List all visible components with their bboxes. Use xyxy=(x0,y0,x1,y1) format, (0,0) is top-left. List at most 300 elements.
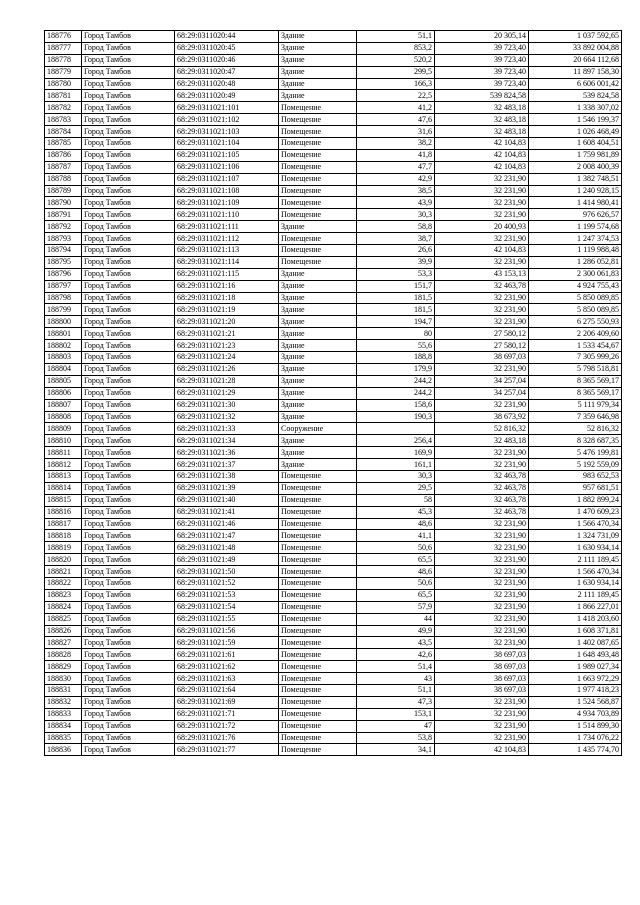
cadastral-number-cell: 68:29:0311021:50 xyxy=(175,566,279,578)
table-row xyxy=(45,173,622,185)
cadastral-value-cell: 5 476 199,81 xyxy=(529,447,622,459)
object-type-cell: Помещение xyxy=(279,625,357,637)
unit-price-cell: 38 697,03 xyxy=(435,673,529,685)
unit-price-cell: 42 104,83 xyxy=(435,149,529,161)
cadastral-value-cell: 5 111 979,34 xyxy=(529,399,622,411)
unit-price-cell: 32 231,90 xyxy=(435,292,529,304)
area-cell: 47,7 xyxy=(357,161,435,173)
unit-price-cell: 32 483,18 xyxy=(435,126,529,138)
cadastral-number-cell: 68:29:0311021:28 xyxy=(175,375,279,387)
record-id-cell: 188787 xyxy=(45,161,82,173)
unit-price-cell: 20 305,14 xyxy=(435,31,529,43)
unit-price-cell: 32 231,90 xyxy=(435,399,529,411)
record-id-cell: 188819 xyxy=(45,542,82,554)
area-cell: 256,4 xyxy=(357,435,435,447)
cadastral-number-cell: 68:29:0311020:47 xyxy=(175,66,279,78)
object-type-cell: Здание xyxy=(279,340,357,352)
area-cell: 47 xyxy=(357,720,435,732)
city-cell: Город Тамбов xyxy=(82,494,175,506)
city-cell: Город Тамбов xyxy=(82,708,175,720)
area-cell: 30,3 xyxy=(357,209,435,221)
cadastral-value-cell: 7 305 999,26 xyxy=(529,352,622,364)
cadastral-number-cell: 68:29:0311021:109 xyxy=(175,197,279,209)
city-cell: Город Тамбов xyxy=(82,577,175,589)
area-cell: 166,3 xyxy=(357,78,435,90)
cadastral-number-cell: 68:29:0311021:59 xyxy=(175,637,279,649)
unit-price-cell: 52 816,32 xyxy=(435,423,529,435)
record-id-cell: 188784 xyxy=(45,126,82,138)
table-row xyxy=(45,399,622,411)
cadastral-number-cell: 68:29:0311021:103 xyxy=(175,126,279,138)
cadastral-number-cell: 68:29:0311021:69 xyxy=(175,696,279,708)
record-id-cell: 188780 xyxy=(45,78,82,90)
city-cell: Город Тамбов xyxy=(82,732,175,744)
cadastral-value-cell: 5 798 518,81 xyxy=(529,363,622,375)
city-cell: Город Тамбов xyxy=(82,185,175,197)
cadastral-value-cell: 5 850 089,85 xyxy=(529,304,622,316)
unit-price-cell: 38 697,03 xyxy=(435,649,529,661)
table-row xyxy=(45,696,622,708)
table-row xyxy=(45,708,622,720)
cadastral-number-cell: 68:29:0311021:20 xyxy=(175,316,279,328)
cadastral-value-cell: 2 111 189,45 xyxy=(529,554,622,566)
object-type-cell: Помещение xyxy=(279,149,357,161)
unit-price-cell: 20 400,93 xyxy=(435,221,529,233)
cadastral-value-cell: 1 882 899,24 xyxy=(529,494,622,506)
cadastral-value-cell: 1 026 468,49 xyxy=(529,126,622,138)
record-id-cell: 188826 xyxy=(45,625,82,637)
cadastral-number-cell: 68:29:0311021:16 xyxy=(175,280,279,292)
cadastral-number-cell: 68:29:0311021:52 xyxy=(175,577,279,589)
table-row xyxy=(45,185,622,197)
area-cell: 190,3 xyxy=(357,411,435,423)
city-cell: Город Тамбов xyxy=(82,459,175,471)
cadastral-value-cell: 1 402 087,65 xyxy=(529,637,622,649)
city-cell: Город Тамбов xyxy=(82,42,175,54)
area-cell: 53,3 xyxy=(357,268,435,280)
record-id-cell: 188835 xyxy=(45,732,82,744)
cadastral-value-cell: 8 328 687,35 xyxy=(529,435,622,447)
area-cell: 31,6 xyxy=(357,126,435,138)
cadastral-number-cell: 68:29:0311021:72 xyxy=(175,720,279,732)
area-cell: 188,8 xyxy=(357,352,435,364)
table-row xyxy=(45,363,622,375)
record-id-cell: 188834 xyxy=(45,720,82,732)
city-cell: Город Тамбов xyxy=(82,637,175,649)
cadastral-number-cell: 68:29:0311021:63 xyxy=(175,673,279,685)
cadastral-number-cell: 68:29:0311021:53 xyxy=(175,589,279,601)
cadastral-value-cell: 1 630 934,14 xyxy=(529,577,622,589)
cadastral-number-cell: 68:29:0311020:46 xyxy=(175,54,279,66)
unit-price-cell: 34 257,04 xyxy=(435,387,529,399)
area-cell: 47,3 xyxy=(357,696,435,708)
record-id-cell: 188803 xyxy=(45,352,82,364)
area-cell: 49,9 xyxy=(357,625,435,637)
area-cell: 853,2 xyxy=(357,42,435,54)
object-type-cell: Помещение xyxy=(279,256,357,268)
record-id-cell: 188783 xyxy=(45,114,82,126)
cadastral-value-cell: 1 648 493,48 xyxy=(529,649,622,661)
cadastral-number-cell: 68:29:0311021:32 xyxy=(175,411,279,423)
object-type-cell: Помещение xyxy=(279,138,357,150)
cadastral-value-cell: 1 240 928,15 xyxy=(529,185,622,197)
unit-price-cell: 32 231,90 xyxy=(435,197,529,209)
object-type-cell: Здание xyxy=(279,221,357,233)
cadastral-value-cell: 11 897 158,30 xyxy=(529,66,622,78)
cadastral-value-cell: 1 524 568,87 xyxy=(529,696,622,708)
record-id-cell: 188805 xyxy=(45,375,82,387)
object-type-cell: Помещение xyxy=(279,577,357,589)
object-type-cell: Помещение xyxy=(279,649,357,661)
city-cell: Город Тамбов xyxy=(82,506,175,518)
cadastral-value-cell: 976 626,57 xyxy=(529,209,622,221)
area-cell: 51,1 xyxy=(357,31,435,43)
city-cell: Город Тамбов xyxy=(82,245,175,257)
unit-price-cell: 42 104,83 xyxy=(435,245,529,257)
area-cell: 181,5 xyxy=(357,304,435,316)
area-cell: 58 xyxy=(357,494,435,506)
city-cell: Город Тамбов xyxy=(82,149,175,161)
cadastral-number-cell: 68:29:0311021:62 xyxy=(175,661,279,673)
record-id-cell: 188788 xyxy=(45,173,82,185)
table-row xyxy=(45,316,622,328)
record-id-cell: 188825 xyxy=(45,613,82,625)
unit-price-cell: 39 723,40 xyxy=(435,78,529,90)
cadastral-value-cell: 1 566 470,34 xyxy=(529,566,622,578)
city-cell: Город Тамбов xyxy=(82,90,175,102)
table-row xyxy=(45,554,622,566)
unit-price-cell: 39 723,40 xyxy=(435,66,529,78)
cadastral-number-cell: 68:29:0311021:101 xyxy=(175,102,279,114)
cadastral-value-cell: 1 759 981,89 xyxy=(529,149,622,161)
record-id-cell: 188818 xyxy=(45,530,82,542)
object-type-cell: Помещение xyxy=(279,161,357,173)
table-row xyxy=(45,411,622,423)
area-cell: 38,7 xyxy=(357,233,435,245)
object-type-cell: Помещение xyxy=(279,114,357,126)
cadastral-value-cell: 2 206 409,60 xyxy=(529,328,622,340)
table-row xyxy=(45,197,622,209)
table-row xyxy=(45,613,622,625)
table-row xyxy=(45,280,622,292)
object-type-cell: Помещение xyxy=(279,708,357,720)
cadastral-value-cell: 1 470 609,23 xyxy=(529,506,622,518)
area-cell: 48,6 xyxy=(357,566,435,578)
area-cell: 38,2 xyxy=(357,138,435,150)
cadastral-value-cell: 6 275 550,93 xyxy=(529,316,622,328)
cadastral-value-cell: 1 286 052,81 xyxy=(529,256,622,268)
record-id-cell: 188831 xyxy=(45,684,82,696)
table-row xyxy=(45,292,622,304)
city-cell: Город Тамбов xyxy=(82,78,175,90)
record-id-cell: 188800 xyxy=(45,316,82,328)
table-row xyxy=(45,470,622,482)
city-cell: Город Тамбов xyxy=(82,66,175,78)
table-row xyxy=(45,661,622,673)
record-id-cell: 188797 xyxy=(45,280,82,292)
record-id-cell: 188778 xyxy=(45,54,82,66)
table-row xyxy=(45,494,622,506)
cadastral-value-table xyxy=(44,30,622,756)
unit-price-cell: 32 483,18 xyxy=(435,114,529,126)
area-cell: 179,9 xyxy=(357,363,435,375)
city-cell: Город Тамбов xyxy=(82,387,175,399)
area-cell: 55,6 xyxy=(357,340,435,352)
object-type-cell: Здание xyxy=(279,31,357,43)
unit-price-cell: 32 483,18 xyxy=(435,435,529,447)
cadastral-value-cell: 1 566 470,34 xyxy=(529,518,622,530)
cadastral-value-cell: 1 546 199,37 xyxy=(529,114,622,126)
record-id-cell: 188820 xyxy=(45,554,82,566)
unit-price-cell: 32 231,90 xyxy=(435,542,529,554)
table-row xyxy=(45,518,622,530)
cadastral-value-cell: 2 300 061,83 xyxy=(529,268,622,280)
record-id-cell: 188796 xyxy=(45,268,82,280)
table-row xyxy=(45,720,622,732)
unit-price-cell: 32 463,78 xyxy=(435,506,529,518)
area-cell: 50,6 xyxy=(357,577,435,589)
record-id-cell: 188817 xyxy=(45,518,82,530)
city-cell: Город Тамбов xyxy=(82,173,175,185)
city-cell: Город Тамбов xyxy=(82,613,175,625)
area-cell: 41,1 xyxy=(357,530,435,542)
table-row xyxy=(45,233,622,245)
cadastral-value-cell: 2 111 189,45 xyxy=(529,589,622,601)
object-type-cell: Здание xyxy=(279,375,357,387)
city-cell: Город Тамбов xyxy=(82,649,175,661)
unit-price-cell: 539 824,58 xyxy=(435,90,529,102)
table-body xyxy=(45,31,622,756)
cadastral-number-cell: 68:29:0311021:29 xyxy=(175,387,279,399)
object-type-cell: Помещение xyxy=(279,554,357,566)
unit-price-cell: 32 463,78 xyxy=(435,470,529,482)
cadastral-number-cell: 68:29:0311021:114 xyxy=(175,256,279,268)
object-type-cell: Помещение xyxy=(279,245,357,257)
city-cell: Город Тамбов xyxy=(82,126,175,138)
area-cell: 181,5 xyxy=(357,292,435,304)
record-id-cell: 188812 xyxy=(45,459,82,471)
record-id-cell: 188821 xyxy=(45,566,82,578)
table-row xyxy=(45,387,622,399)
object-type-cell: Здание xyxy=(279,352,357,364)
cadastral-number-cell: 68:29:0311021:26 xyxy=(175,363,279,375)
city-cell: Город Тамбов xyxy=(82,554,175,566)
city-cell: Город Тамбов xyxy=(82,114,175,126)
area-cell: 151,7 xyxy=(357,280,435,292)
unit-price-cell: 27 580,12 xyxy=(435,328,529,340)
unit-price-cell: 32 231,90 xyxy=(435,708,529,720)
table-row xyxy=(45,304,622,316)
cadastral-number-cell: 68:29:0311021:47 xyxy=(175,530,279,542)
table-row xyxy=(45,352,622,364)
city-cell: Город Тамбов xyxy=(82,720,175,732)
unit-price-cell: 32 231,90 xyxy=(435,554,529,566)
object-type-cell: Помещение xyxy=(279,470,357,482)
area-cell: 169,9 xyxy=(357,447,435,459)
object-type-cell: Сооружение xyxy=(279,423,357,435)
table-row xyxy=(45,245,622,257)
table-row xyxy=(45,375,622,387)
city-cell: Город Тамбов xyxy=(82,102,175,114)
record-id-cell: 188792 xyxy=(45,221,82,233)
city-cell: Город Тамбов xyxy=(82,447,175,459)
record-id-cell: 188810 xyxy=(45,435,82,447)
cadastral-value-cell: 1 734 076,22 xyxy=(529,732,622,744)
unit-price-cell: 32 463,78 xyxy=(435,494,529,506)
area-cell: 161,1 xyxy=(357,459,435,471)
cadastral-number-cell: 68:29:0311021:34 xyxy=(175,435,279,447)
cadastral-value-cell: 1 608 371,81 xyxy=(529,625,622,637)
area-cell: 51,1 xyxy=(357,684,435,696)
record-id-cell: 188832 xyxy=(45,696,82,708)
object-type-cell: Помещение xyxy=(279,732,357,744)
city-cell: Город Тамбов xyxy=(82,625,175,637)
area-cell: 244,2 xyxy=(357,387,435,399)
area-cell: 44 xyxy=(357,613,435,625)
cadastral-value-cell: 1 119 988,48 xyxy=(529,245,622,257)
cadastral-number-cell: 68:29:0311021:110 xyxy=(175,209,279,221)
record-id-cell: 188823 xyxy=(45,589,82,601)
unit-price-cell: 32 231,90 xyxy=(435,459,529,471)
object-type-cell: Помещение xyxy=(279,720,357,732)
record-id-cell: 188782 xyxy=(45,102,82,114)
cadastral-value-cell: 1 199 574,68 xyxy=(529,221,622,233)
object-type-cell: Помещение xyxy=(279,673,357,685)
table-row xyxy=(45,673,622,685)
unit-price-cell: 32 231,90 xyxy=(435,720,529,732)
record-id-cell: 188777 xyxy=(45,42,82,54)
unit-price-cell: 32 231,90 xyxy=(435,304,529,316)
unit-price-cell: 32 231,90 xyxy=(435,530,529,542)
record-id-cell: 188828 xyxy=(45,649,82,661)
object-type-cell: Здание xyxy=(279,399,357,411)
cadastral-number-cell: 68:29:0311021:112 xyxy=(175,233,279,245)
cadastral-number-cell: 68:29:0311021:102 xyxy=(175,114,279,126)
record-id-cell: 188836 xyxy=(45,744,82,756)
area-cell: 158,6 xyxy=(357,399,435,411)
unit-price-cell: 32 231,90 xyxy=(435,566,529,578)
cadastral-number-cell: 68:29:0311020:48 xyxy=(175,78,279,90)
city-cell: Город Тамбов xyxy=(82,661,175,673)
cadastral-value-cell: 6 606 001,42 xyxy=(529,78,622,90)
record-id-cell: 188824 xyxy=(45,601,82,613)
table-row xyxy=(45,423,622,435)
record-id-cell: 188794 xyxy=(45,245,82,257)
table-row xyxy=(45,601,622,613)
area-cell: 194,7 xyxy=(357,316,435,328)
object-type-cell: Здание xyxy=(279,42,357,54)
table-row xyxy=(45,566,622,578)
table-row xyxy=(45,126,622,138)
cadastral-number-cell: 68:29:0311021:40 xyxy=(175,494,279,506)
table-row xyxy=(45,340,622,352)
unit-price-cell: 32 231,90 xyxy=(435,363,529,375)
area-cell: 48,6 xyxy=(357,518,435,530)
city-cell: Город Тамбов xyxy=(82,268,175,280)
object-type-cell: Помещение xyxy=(279,696,357,708)
cadastral-value-cell: 1 977 418,23 xyxy=(529,684,622,696)
table-row xyxy=(45,256,622,268)
record-id-cell: 188816 xyxy=(45,506,82,518)
unit-price-cell: 43 153,13 xyxy=(435,268,529,280)
city-cell: Город Тамбов xyxy=(82,696,175,708)
unit-price-cell: 42 104,83 xyxy=(435,744,529,756)
cadastral-value-cell: 1 866 227,01 xyxy=(529,601,622,613)
record-id-cell: 188789 xyxy=(45,185,82,197)
city-cell: Город Тамбов xyxy=(82,684,175,696)
cadastral-value-cell: 8 365 569,17 xyxy=(529,387,622,399)
object-type-cell: Помещение xyxy=(279,613,357,625)
city-cell: Город Тамбов xyxy=(82,292,175,304)
object-type-cell: Здание xyxy=(279,268,357,280)
cadastral-number-cell: 68:29:0311021:54 xyxy=(175,601,279,613)
record-id-cell: 188790 xyxy=(45,197,82,209)
record-id-cell: 188809 xyxy=(45,423,82,435)
unit-price-cell: 32 231,90 xyxy=(435,185,529,197)
object-type-cell: Помещение xyxy=(279,744,357,756)
table-row xyxy=(45,530,622,542)
cadastral-value-cell: 2 008 400,39 xyxy=(529,161,622,173)
unit-price-cell: 42 104,83 xyxy=(435,161,529,173)
table-row xyxy=(45,506,622,518)
table-row xyxy=(45,732,622,744)
area-cell: 26,6 xyxy=(357,245,435,257)
table-row xyxy=(45,78,622,90)
cadastral-value-cell: 1 414 980,41 xyxy=(529,197,622,209)
object-type-cell: Помещение xyxy=(279,209,357,221)
unit-price-cell: 38 697,03 xyxy=(435,352,529,364)
unit-price-cell: 32 231,90 xyxy=(435,256,529,268)
city-cell: Город Тамбов xyxy=(82,316,175,328)
area-cell: 58,8 xyxy=(357,221,435,233)
unit-price-cell: 32 231,90 xyxy=(435,447,529,459)
record-id-cell: 188802 xyxy=(45,340,82,352)
table-row xyxy=(45,161,622,173)
area-cell: 80 xyxy=(357,328,435,340)
table-row xyxy=(45,138,622,150)
record-id-cell: 188811 xyxy=(45,447,82,459)
area-cell: 43 xyxy=(357,673,435,685)
city-cell: Город Тамбов xyxy=(82,363,175,375)
table-row xyxy=(45,42,622,54)
record-id-cell: 188814 xyxy=(45,482,82,494)
cadastral-value-cell: 1 338 307,02 xyxy=(529,102,622,114)
city-cell: Город Тамбов xyxy=(82,233,175,245)
city-cell: Город Тамбов xyxy=(82,280,175,292)
unit-price-cell: 32 231,90 xyxy=(435,696,529,708)
city-cell: Город Тамбов xyxy=(82,375,175,387)
object-type-cell: Помещение xyxy=(279,589,357,601)
city-cell: Город Тамбов xyxy=(82,352,175,364)
unit-price-cell: 38 697,03 xyxy=(435,684,529,696)
object-type-cell: Помещение xyxy=(279,542,357,554)
city-cell: Город Тамбов xyxy=(82,542,175,554)
cadastral-number-cell: 68:29:0311021:24 xyxy=(175,352,279,364)
cadastral-value-cell: 1 989 027,34 xyxy=(529,661,622,673)
object-type-cell: Помещение xyxy=(279,102,357,114)
object-type-cell: Помещение xyxy=(279,233,357,245)
city-cell: Город Тамбов xyxy=(82,399,175,411)
area-cell: 34,1 xyxy=(357,744,435,756)
object-type-cell: Помещение xyxy=(279,173,357,185)
record-id-cell: 188795 xyxy=(45,256,82,268)
unit-price-cell: 32 483,18 xyxy=(435,102,529,114)
object-type-cell: Помещение xyxy=(279,518,357,530)
city-cell: Город Тамбов xyxy=(82,221,175,233)
cadastral-number-cell: 68:29:0311021:61 xyxy=(175,649,279,661)
table-row xyxy=(45,54,622,66)
cadastral-number-cell: 68:29:0311021:23 xyxy=(175,340,279,352)
